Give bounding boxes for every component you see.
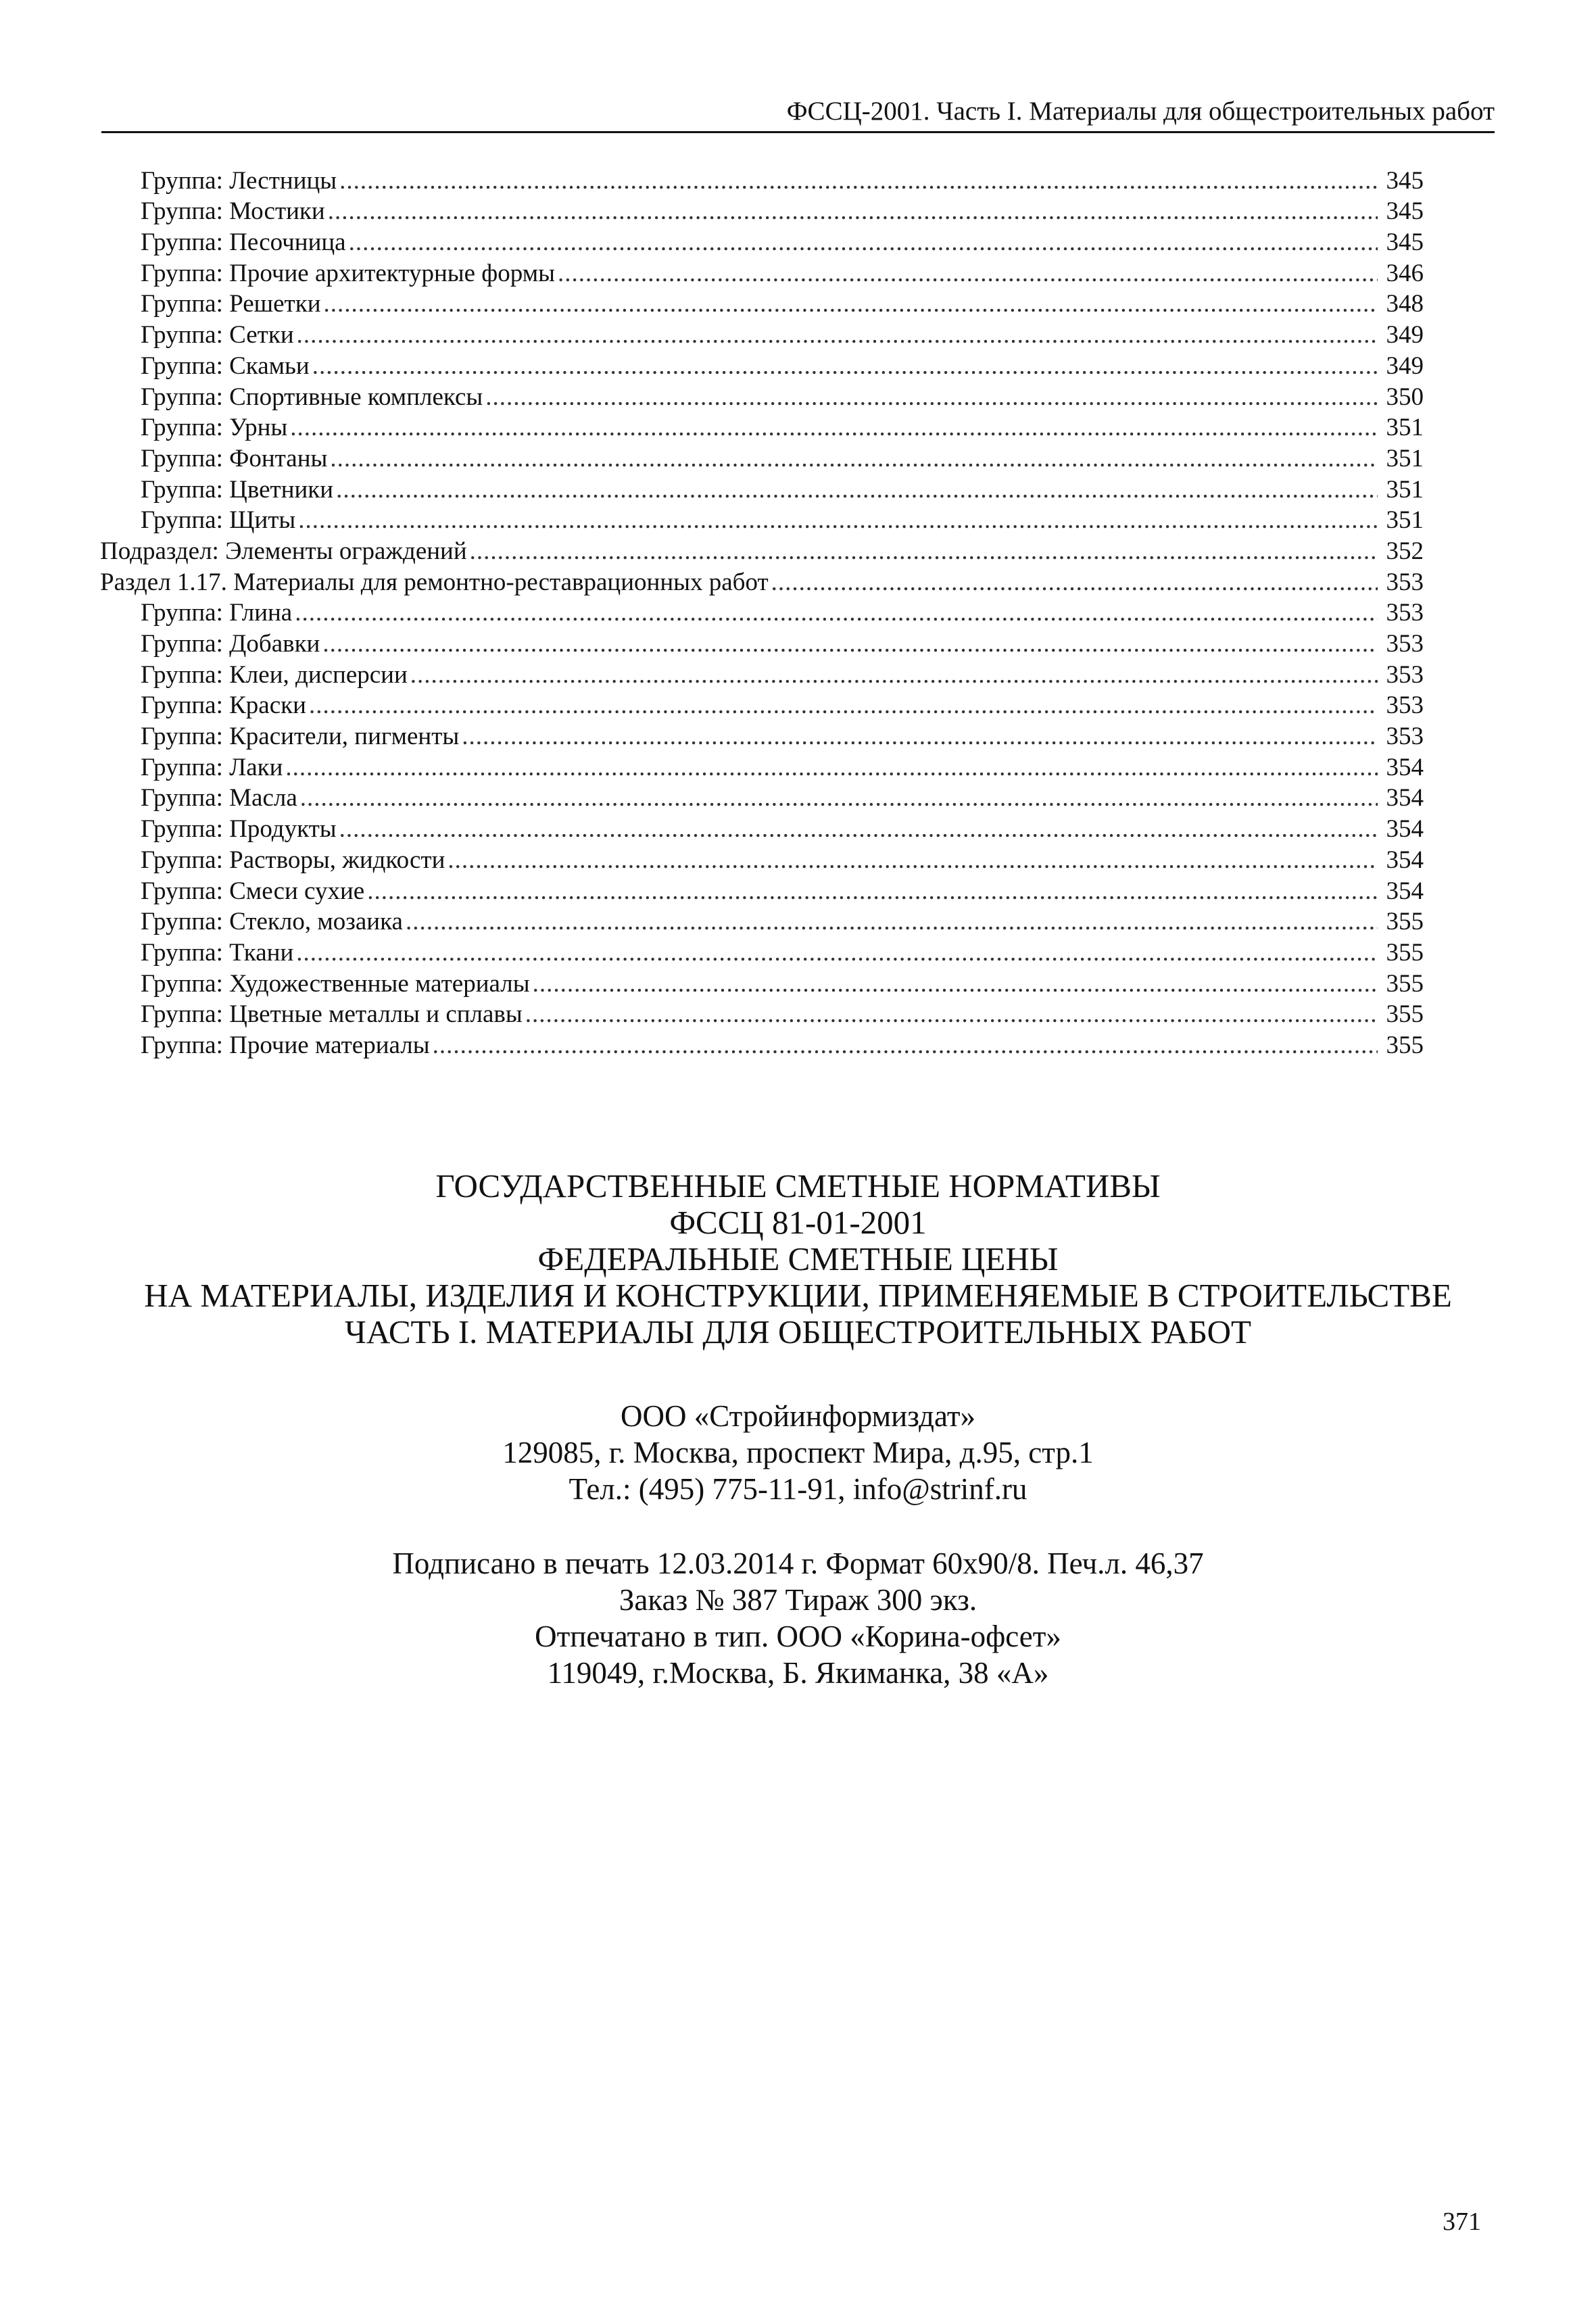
- print-info-line: 119049, г.Москва, Б. Якиманка, 38 «А»: [547, 1656, 1049, 1690]
- toc-entry-label: Группа: Прочие архитектурные формы: [141, 259, 555, 287]
- toc-entry-label: Группа: Глина: [141, 599, 293, 627]
- toc-entry-page: 349: [1386, 351, 1424, 380]
- print-info-line: Отпечатано в тип. ООО «Корина-офсет»: [535, 1619, 1061, 1653]
- toc-entry-page: 354: [1386, 877, 1424, 905]
- toc-leader-dots: [448, 845, 1378, 875]
- toc-leader-dots: [525, 999, 1378, 1029]
- toc-entry-page: 355: [1386, 969, 1424, 998]
- toc-entry-page: 354: [1386, 784, 1424, 812]
- colophon-title-line: НА МАТЕРИАЛЫ, ИЗДЕЛИЯ И КОНСТРУКЦИИ, ПРИМЕНЯЕМЫЕ В СТРОИТЕЛЬСТВЕ: [144, 1277, 1452, 1314]
- print-info-line: Заказ № 387 Тираж 300 экз.: [619, 1583, 977, 1617]
- print-info-line: Подписано в печать 12.03.2014 г. Формат 60х90/8. Печ.л. 46,37: [392, 1546, 1204, 1580]
- toc-leader-dots: [485, 382, 1378, 412]
- toc-leader-dots: [324, 289, 1378, 319]
- toc-entry: [100, 535, 1424, 566]
- toc-entry-page: 351: [1386, 475, 1424, 504]
- toc-leader-dots: [290, 412, 1378, 443]
- toc-entry-label: Группа: Цветники: [141, 475, 334, 504]
- toc-entry-label: Группа: Прочие материалы: [141, 1031, 430, 1059]
- toc-entry-label: Группа: Художественные материалы: [141, 969, 530, 998]
- publisher-line: 129085, г. Москва, проспект Мира, д.95, стр.1: [502, 1436, 1094, 1469]
- toc-entry-page: 354: [1386, 846, 1424, 874]
- toc-entry-page: 355: [1386, 938, 1424, 967]
- toc-entry: [100, 752, 1424, 783]
- toc-entry: [100, 226, 1424, 258]
- toc-entry-label: Группа: Скамьи: [141, 351, 310, 380]
- toc-entry: [100, 813, 1424, 844]
- toc-leader-dots: [309, 690, 1378, 721]
- toc-entry-label: Группа: Добавки: [141, 630, 320, 658]
- colophon-title-line: ГОСУДАРСТВЕННЫЕ СМЕТНЫЕ НОРМАТИВЫ: [435, 1167, 1161, 1204]
- toc-leader-dots: [330, 443, 1378, 474]
- toc-entry-page: 351: [1386, 506, 1424, 535]
- toc-entry: [100, 196, 1424, 227]
- toc-entry: [100, 381, 1424, 412]
- toc-entry: [100, 783, 1424, 814]
- publisher-info: [81, 1398, 1515, 1507]
- toc-entry: [100, 598, 1424, 629]
- toc-entry: [100, 721, 1424, 752]
- toc-entry-label: Группа: Лестницы: [141, 166, 337, 195]
- page-number: 371: [1443, 2208, 1481, 2236]
- toc-leader-dots: [349, 227, 1378, 258]
- toc-entry-label: Группа: Масла: [141, 784, 297, 812]
- toc-entry: [100, 999, 1424, 1030]
- toc-entry: [100, 690, 1424, 721]
- toc-leader-dots: [295, 598, 1378, 628]
- toc-leader-dots: [470, 536, 1378, 566]
- toc-leader-dots: [339, 166, 1378, 196]
- toc-entry-label: Раздел 1.17. Материалы для ремонтно-реставрационных работ: [100, 568, 769, 596]
- toc-entry-page: 345: [1386, 228, 1424, 257]
- toc-entry-page: 353: [1386, 723, 1424, 751]
- toc-entry-page: 348: [1386, 290, 1424, 318]
- toc-entry-label: Группа: Клеи, дисперсии: [141, 660, 408, 689]
- toc-entry-page: 346: [1386, 259, 1424, 287]
- toc-entry: [100, 566, 1424, 598]
- toc-leader-dots: [367, 876, 1378, 906]
- toc-entry: [100, 165, 1424, 196]
- publisher-line: ООО «Стройинформиздат»: [621, 1399, 975, 1433]
- table-of-contents: [100, 165, 1424, 1061]
- toc-leader-dots: [322, 629, 1378, 659]
- toc-entry-page: 353: [1386, 691, 1424, 720]
- toc-entry-label: Группа: Урны: [141, 414, 288, 442]
- toc-entry-page: 354: [1386, 753, 1424, 781]
- toc-leader-dots: [558, 258, 1378, 289]
- toc-entry-label: Группа: Цветные металлы и сплавы: [141, 1000, 523, 1029]
- toc-leader-dots: [336, 474, 1378, 505]
- toc-entry: [100, 844, 1424, 875]
- toc-entry-label: Группа: Лаки: [141, 753, 283, 781]
- colophon-title-line: ФССЦ 81-01-2001: [669, 1204, 927, 1241]
- toc-entry: [100, 443, 1424, 474]
- toc-entry-page: 355: [1386, 1031, 1424, 1059]
- toc-entry: [100, 350, 1424, 381]
- toc-leader-dots: [462, 721, 1378, 752]
- toc-entry-page: 353: [1386, 599, 1424, 627]
- toc-entry: [100, 289, 1424, 320]
- print-info: [81, 1545, 1515, 1691]
- toc-entry: [100, 319, 1424, 350]
- toc-entry-label: Подраздел: Элементы ограждений: [100, 537, 467, 565]
- colophon-title-line: ЧАСТЬ I. МАТЕРИАЛЫ ДЛЯ ОБЩЕСТРОИТЕЛЬНЫХ РАБОТ: [345, 1313, 1251, 1350]
- toc-leader-dots: [433, 1030, 1378, 1061]
- toc-leader-dots: [297, 320, 1378, 350]
- toc-entry: [100, 1029, 1424, 1061]
- toc-entry-page: 350: [1386, 383, 1424, 411]
- toc-entry-label: Группа: Стекло, мозаика: [141, 908, 403, 936]
- toc-entry-page: 349: [1386, 321, 1424, 349]
- toc-entry: [100, 906, 1424, 937]
- toc-leader-dots: [298, 505, 1378, 535]
- toc-entry-label: Группа: Смеси сухие: [141, 877, 365, 905]
- toc-entry-label: Группа: Продукты: [141, 815, 337, 844]
- toc-entry-page: 354: [1386, 815, 1424, 844]
- toc-entry-label: Группа: Красители, пигменты: [141, 723, 460, 751]
- toc-leader-dots: [339, 814, 1378, 844]
- toc-entry: [100, 968, 1424, 999]
- toc-entry-label: Группа: Краски: [141, 691, 306, 720]
- publisher-line: Тел.: (495) 775-11-91, info@strinf.ru: [569, 1472, 1027, 1506]
- toc-entry-label: Группа: Сетки: [141, 321, 294, 349]
- toc-entry-page: 353: [1386, 660, 1424, 689]
- toc-leader-dots: [300, 783, 1378, 813]
- colophon-title: [81, 1168, 1515, 1350]
- toc-entry-label: Группа: Песочница: [141, 228, 346, 257]
- colophon-title-line: ФЕДЕРАЛЬНЫЕ СМЕТНЫЕ ЦЕНЫ: [537, 1240, 1059, 1277]
- toc-entry: [100, 258, 1424, 289]
- toc-entry-page: 353: [1386, 630, 1424, 658]
- toc-entry-label: Группа: Щиты: [141, 506, 296, 535]
- toc-entry: [100, 659, 1424, 690]
- running-header: ФССЦ-2001. Часть I. Материалы для общестроительных работ: [101, 95, 1495, 133]
- toc-entry-label: Группа: Ткани: [141, 938, 294, 967]
- toc-entry-label: Группа: Фонтаны: [141, 444, 328, 472]
- toc-entry: [100, 875, 1424, 906]
- toc-entry-label: Группа: Спортивные комплексы: [141, 383, 483, 411]
- toc-leader-dots: [406, 906, 1378, 937]
- toc-entry-page: 351: [1386, 444, 1424, 472]
- toc-entry: [100, 505, 1424, 536]
- toc-entry-page: 345: [1386, 197, 1424, 226]
- toc-entry-page: 355: [1386, 1000, 1424, 1029]
- toc-entry-page: 352: [1386, 537, 1424, 565]
- toc-entry: [100, 474, 1424, 505]
- toc-leader-dots: [312, 351, 1378, 381]
- toc-leader-dots: [410, 660, 1378, 690]
- toc-leader-dots: [533, 969, 1378, 999]
- toc-entry-label: Группа: Решетки: [141, 290, 321, 318]
- toc-leader-dots: [296, 937, 1378, 968]
- toc-entry-label: Группа: Растворы, жидкости: [141, 846, 445, 874]
- toc-entry-page: 355: [1386, 908, 1424, 936]
- toc-entry: [100, 628, 1424, 659]
- toc-leader-dots: [771, 567, 1378, 598]
- toc-entry-page: 345: [1386, 166, 1424, 195]
- toc-entry: [100, 412, 1424, 443]
- toc-leader-dots: [285, 752, 1378, 783]
- toc-entry-page: 351: [1386, 414, 1424, 442]
- toc-entry-page: 353: [1386, 568, 1424, 596]
- toc-leader-dots: [328, 196, 1378, 226]
- toc-entry: [100, 937, 1424, 968]
- toc-entry-label: Группа: Мостики: [141, 197, 325, 226]
